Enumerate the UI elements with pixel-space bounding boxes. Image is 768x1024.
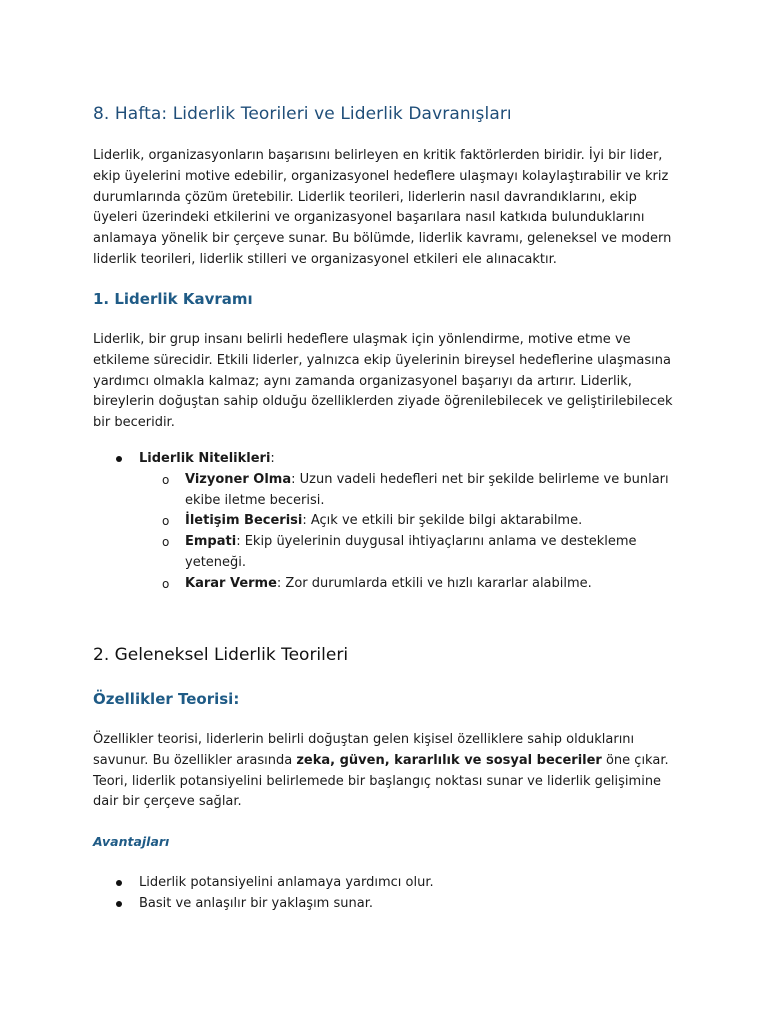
advantages-heading: Avantajları bbox=[93, 834, 170, 849]
advantage-item: Basit ve anlaşılır bir yaklaşım sunar. bbox=[93, 894, 683, 915]
quality-desc: : Uzun vadeli hedefleri net bir şekilde belirleme ve bunları ekibe iletme becerisi. bbox=[185, 471, 669, 508]
section2-para-part1: Özellikler teorisi, liderlerin belirli doğuştan gelen kişisel özelliklere sahip olduklarını savunur. Bu özellikler arasında bbox=[93, 732, 635, 768]
section2-para-part2: öne çıkar. Teori, liderlik potansiyelini belirlemede bir başlangıç noktası sunar ve liderlik gelişimine dair bir çerçeve sağlar. bbox=[93, 752, 669, 810]
page-title: 8. Hafta: Liderlik Teorileri ve Liderlik Davranışları bbox=[93, 104, 512, 124]
qualities-sublist bbox=[139, 470, 683, 595]
section2-subheading: Özellikler Teorisi: bbox=[93, 690, 240, 708]
quality-item bbox=[139, 574, 683, 595]
quality-item bbox=[139, 511, 683, 532]
section2-paragraph bbox=[93, 730, 683, 813]
quality-desc: : Açık ve etkili bir şekilde bilgi aktarabilme. bbox=[302, 513, 583, 529]
qualities-label: Liderlik Nitelikleri bbox=[139, 451, 271, 466]
quality-term: Karar Verme bbox=[185, 575, 277, 591]
section2-heading: 2. Geleneksel Liderlik Teorileri bbox=[93, 645, 349, 665]
section2-para-bold: zeka, güven, kararlılık ve sosyal beceriler bbox=[296, 752, 602, 768]
advantage-item: Liderlik potansiyelini anlamaya yardımcı olur. bbox=[93, 873, 683, 894]
quality-item bbox=[139, 532, 683, 574]
qualities-label-colon: : bbox=[270, 451, 275, 466]
quality-item bbox=[139, 470, 683, 512]
quality-term: İletişim Becerisi bbox=[185, 513, 303, 529]
intro-paragraph: Liderlik, organizasyonların başarısını belirleyen en kritik faktörlerden biridir. İyi bir lider, ekip üyelerini motive edebilir, organizasyonel hedeflere ulaşmayı kolaylaştırabilir ve kriz durumlarında çözüm üretebilir. Liderlik teorileri, liderlerin nasıl davrandıklarını, ekip üyeleri üzerindeki etkilerini ve organizasyonel başarılara nasıl katkıda bulunduklarını anlamaya yönelik bir çerçeve sunar. Bu bölümde, liderlik kavramı, geleneksel ve modern liderlik teorileri, liderlik stilleri ve organizasyonel etkileri ele alınacaktır. bbox=[93, 148, 672, 267]
advantages-list bbox=[93, 873, 683, 915]
qualities-list bbox=[93, 449, 683, 595]
section1-heading: 1. Liderlik Kavramı bbox=[93, 290, 253, 308]
quality-desc: : Ekip üyelerinin duygusal ihtiyaçlarını anlama ve destekleme yeteneği. bbox=[185, 534, 637, 570]
quality-term: Vizyoner Olma bbox=[185, 471, 292, 487]
quality-desc: : Zor durumlarda etkili ve hızlı kararlar alabilme. bbox=[276, 575, 592, 591]
quality-term: Empati bbox=[185, 534, 237, 550]
section1-paragraph: Liderlik, bir grup insanı belirli hedeflere ulaşmak için yönlendirme, motive etme ve etkileme sürecidir. Etkili liderler, yalnızca ekip üyelerinin bireysel hedeflerine ulaşmasına yardımcı olmakla kalmaz; aynı zamanda organizasyonel başarıyı da artırır. Liderlik, bireylerin doğuştan sahip olduğu özelliklerden ziyade öğrenilebilecek ve geliştirilebilecek bir beceridir. bbox=[93, 332, 673, 431]
qualities-list-item bbox=[93, 449, 683, 595]
